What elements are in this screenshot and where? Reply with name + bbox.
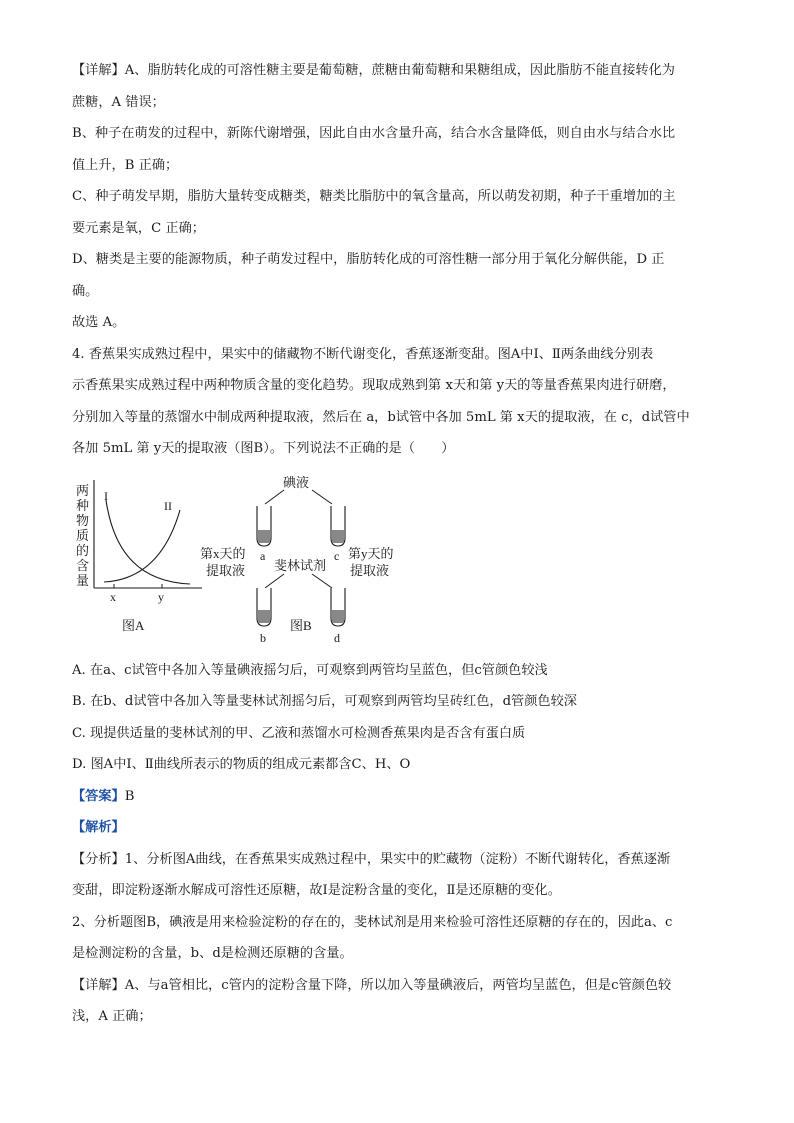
figure-a-x-tick-label: x — [110, 589, 116, 604]
figure-b-left-label-1: 第x天的 — [200, 545, 246, 561]
fehling-arrow-left — [265, 574, 284, 588]
text-line: D、糖类是主要的能源物质，种子萌发过程中，脂肪转化成的可溶性糖一部分用于氧化分解供能，D 正 — [72, 252, 665, 267]
tube-d-label: d — [334, 630, 340, 645]
question-figure — [72, 470, 724, 650]
text-line: 2、分析题图B，碘液是用来检验淀粉的存在的，斐林试剂是用来检验可溶性还原糖的存在的，因此a、c — [72, 914, 673, 930]
tube-c-label: c — [334, 548, 340, 563]
text-line: 【分析】1、分析图A曲线，在香蕉果实成熟过程中，果实中的贮藏物（淀粉）不断代谢转化，香蕉逐渐 — [72, 851, 671, 867]
text-line: 要元素是氧，C 正确； — [72, 220, 205, 236]
analysis-tag: 【解析】 — [72, 820, 125, 835]
text-line: B、种子在萌发的过程中，新陈代谢增强，因此自由水含量升高，结合水含量降低，则自由水与结合水比 — [72, 126, 676, 141]
tube-a-label: a — [260, 548, 266, 563]
figure-a-caption: 图A — [122, 617, 145, 633]
figure-b-right-label-1: 第y天的 — [348, 545, 394, 561]
figure-a-ylabel-char: 质 — [76, 527, 90, 543]
test-tube-c — [331, 506, 345, 546]
question-4-stem — [72, 344, 724, 461]
text-line: 蔗糖，A 错误； — [72, 94, 165, 110]
figure-a-ylabel-char: 含 — [76, 557, 90, 573]
figure-a-ylabel-char: 两 — [76, 482, 90, 498]
figure-a-y-tick-label: y — [158, 589, 164, 604]
tube-liquid — [258, 530, 270, 543]
figure-a-ylabel-char: 种 — [76, 497, 90, 513]
option-c: C. 现提供适量的斐林试剂的甲、乙液和蒸馏水可检测香蕉果肉是否含有蛋白质 — [72, 725, 526, 741]
figure-a-ylabel-char: 物 — [76, 512, 90, 528]
figure-a-curve-2 — [104, 510, 180, 582]
text-line: 变甜，即淀粉逐渐水解成可溶性还原糖，故Ⅰ是淀粉含量的变化，Ⅱ是还原糖的变化。 — [72, 883, 561, 898]
figure-a-curve-2-label: II — [164, 498, 172, 513]
answer-tag: 【答案】 — [72, 788, 125, 804]
figure-svg — [72, 470, 432, 650]
figure-b-right-label-2: 提取液 — [350, 562, 390, 578]
text-line: 4. 香蕉果实成熟过程中，果实中的储藏物不断代谢变化，香蕉逐渐变甜。图A中Ⅰ、Ⅱ两条曲线分别表 — [72, 346, 654, 362]
text-line: 各加 5mL 第 y天的提取液（图B）。下列说法不正确的是（ ） — [72, 441, 455, 456]
figure-a-ylabel-char: 的 — [76, 542, 90, 558]
options — [72, 660, 724, 777]
figure-a-curve-1-label: I — [104, 488, 108, 503]
figure-b-left-label-2: 提取液 — [206, 562, 246, 578]
analysis — [72, 849, 724, 1029]
text-line: 故选 A。 — [72, 315, 126, 330]
test-tube-d — [331, 588, 345, 626]
figure-a — [76, 480, 202, 633]
analysis-heading — [72, 817, 724, 839]
page-content — [72, 60, 724, 1038]
text-line: C、种子萌发早期，脂肪大量转变成糖类，糖类比脂肪中的氧含量高，所以萌发初期，种子干重增加的主 — [72, 189, 676, 204]
tube-b-label: b — [260, 630, 266, 645]
figure-b-caption: 图B — [290, 617, 312, 633]
tube-liquid — [258, 610, 270, 623]
answer — [72, 786, 724, 808]
text-line: 值上升，B 正确； — [72, 157, 179, 173]
iodine-arrow-right — [312, 490, 332, 504]
tube-liquid — [332, 610, 344, 623]
figure-a-ylabel-char: 量 — [76, 572, 90, 588]
option-a: A. 在a、c试管中各加入等量碘液摇匀后，可观察到两管均呈蓝色，但c管颜色较浅 — [72, 662, 548, 678]
tube-liquid — [332, 530, 344, 543]
text-line: 是检测淀粉的含量，b、d是检测还原糖的含量。 — [72, 946, 353, 961]
text-line: 浅，A 正确； — [72, 1009, 152, 1024]
test-tube-a — [257, 506, 271, 546]
text-line: 示香蕉果实成熟过程中两种物质含量的变化趋势。现取成熟到第 x天和第 y天的等量香蕉果肉进行研磨， — [72, 378, 676, 393]
q3-explanation — [72, 60, 724, 334]
test-tube-b — [257, 588, 271, 626]
figure-b-fehling-label: 斐林试剂 — [274, 557, 327, 573]
text-line: 【详解】A、脂肪转化成的可溶性糖主要是葡萄糖，蔗糖由葡萄糖和果糖组成，因此脂肪不能直接转化为 — [72, 63, 675, 78]
answer-value: B — [124, 788, 135, 804]
text-line: 【详解】A、与a管相比，c管内的淀粉含量下降，所以加入等量碘液后，两管均呈蓝色，但是c管颜色较 — [72, 977, 672, 993]
option-d: D. 图A中Ⅰ、Ⅱ曲线所表示的物质的组成元素都含C、H、O — [72, 757, 411, 772]
figure-a-curve-1 — [106, 500, 190, 584]
figure-b — [200, 475, 394, 645]
iodine-arrow-left — [265, 490, 284, 504]
text-line: 分别加入等量的蒸馏水中制成两种提取液，然后在 a，b试管中各加 5mL 第 x天的提取液，在 c，d试管中 — [72, 409, 690, 425]
option-b: B. 在b、d试管中各加入等量斐林试剂摇匀后，可观察到两管均呈砖红色，d管颜色较深 — [72, 694, 577, 709]
fehling-arrow-right — [312, 574, 332, 588]
figure-b-iodine-label: 碘液 — [283, 474, 310, 490]
text-line: 确。 — [72, 283, 99, 299]
